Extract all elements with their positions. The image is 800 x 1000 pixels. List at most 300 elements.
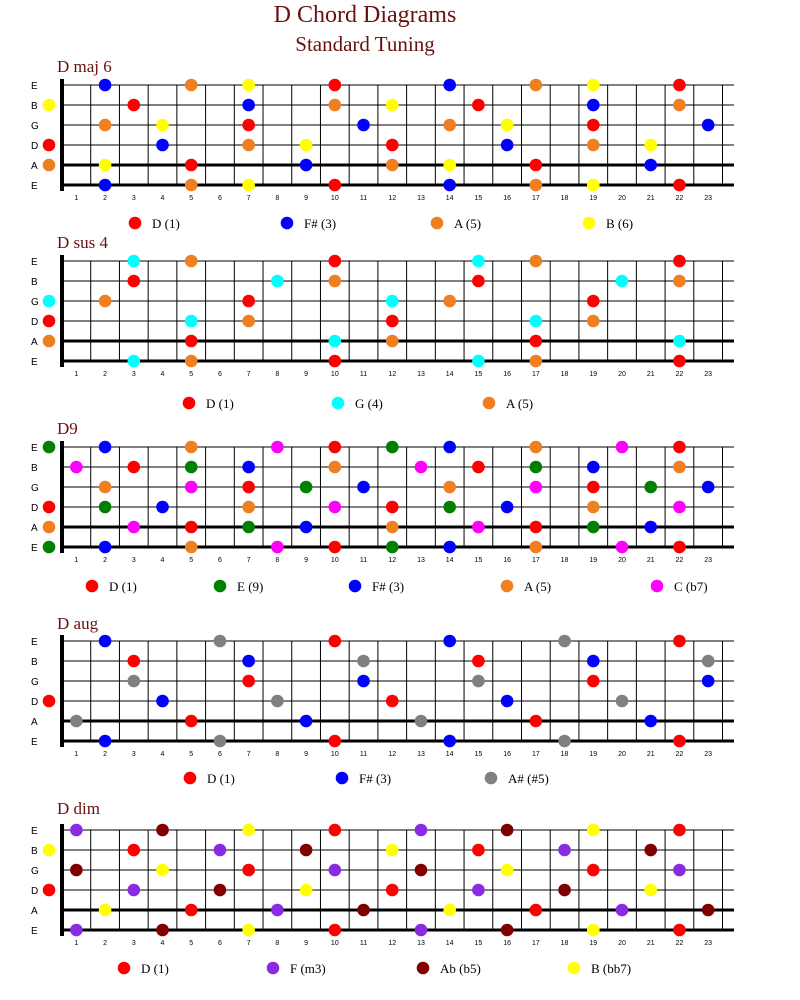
note-dot-gray [127, 675, 140, 688]
legend-label: F# (3) [304, 216, 337, 231]
legend-dot [184, 772, 197, 785]
note-dot-magenta [673, 501, 686, 514]
note-dot-blue [99, 441, 112, 454]
note-dot-yellow [386, 99, 399, 112]
note-dot-blue [357, 119, 370, 132]
note-dot-magenta [185, 481, 198, 494]
note-dot-yellow [99, 904, 112, 917]
note-dot-magenta [472, 521, 485, 534]
fret-number: 18 [560, 751, 569, 758]
note-dot-purple [271, 904, 284, 917]
fret-number: 19 [589, 940, 598, 947]
string-label: D [31, 503, 39, 514]
fret-number: 5 [189, 371, 194, 378]
page-title: D Chord Diagrams [273, 2, 457, 28]
note-dot-purple [329, 864, 342, 877]
note-dot-red [673, 635, 686, 648]
note-dot-blue [587, 655, 600, 668]
string-label: D [31, 886, 39, 897]
fret-number: 19 [589, 557, 598, 564]
note-dot-orange [43, 159, 56, 172]
note-dot-red [530, 521, 543, 534]
fret-number: 15 [474, 195, 483, 202]
note-dot-blue [99, 635, 112, 648]
note-dot-gray [415, 715, 428, 728]
note-dot-yellow [242, 924, 255, 937]
note-dot-orange [329, 99, 342, 112]
legend-label: D (1) [207, 771, 235, 786]
note-dot-maroon [357, 904, 370, 917]
note-dot-yellow [644, 139, 657, 152]
note-dot-red [329, 441, 342, 454]
fret-number: 12 [388, 940, 397, 947]
fret-number: 17 [531, 940, 540, 947]
note-dot-blue [156, 501, 169, 514]
fret-number: 20 [618, 371, 626, 378]
fret-number: 21 [646, 371, 655, 378]
string-label: E [31, 926, 38, 937]
note-dot-gray [702, 655, 715, 668]
fret-number: 2 [103, 557, 108, 564]
string-label: G [31, 297, 39, 308]
note-dot-orange [242, 139, 255, 152]
fret-number: 4 [160, 371, 165, 378]
string-label: G [31, 677, 39, 688]
note-dot-yellow [587, 824, 600, 837]
note-dot-red [127, 461, 140, 474]
note-dot-gray [271, 695, 284, 708]
fret-number: 19 [589, 371, 598, 378]
legend-dot [485, 772, 498, 785]
note-dot-magenta [271, 441, 284, 454]
note-dot-orange [185, 441, 198, 454]
fret-number: 22 [675, 557, 684, 564]
note-dot-yellow [156, 864, 169, 877]
fret-number: 22 [675, 751, 684, 758]
fret-number: 14 [445, 940, 454, 947]
fret-number: 3 [131, 371, 136, 378]
note-dot-purple [415, 824, 428, 837]
fret-number: 17 [531, 195, 540, 202]
note-dot-red [587, 481, 600, 494]
note-dot-red [386, 884, 399, 897]
fret-number: 1 [74, 195, 79, 202]
legend-dot [281, 217, 294, 230]
fret-number: 13 [417, 371, 425, 378]
note-dot-orange [329, 275, 342, 288]
note-dot-orange [673, 275, 686, 288]
legend-label: A (5) [506, 396, 534, 411]
fret-number: 16 [503, 751, 512, 758]
note-dot-orange [185, 541, 198, 554]
legend-dot [417, 962, 430, 975]
fret-number: 20 [618, 751, 626, 758]
fret-number: 3 [131, 195, 136, 202]
fret-number: 6 [217, 371, 222, 378]
fret-number: 3 [131, 557, 136, 564]
note-dot-green [587, 521, 600, 534]
note-dot-orange [386, 335, 399, 348]
note-dot-cyan [472, 355, 485, 368]
note-dot-orange [329, 461, 342, 474]
diagram-ddim [31, 799, 734, 976]
fret-number: 9 [304, 940, 309, 947]
legend-label: B (6) [606, 216, 634, 231]
note-dot-purple [616, 904, 629, 917]
fret-number: 23 [704, 940, 713, 947]
note-dot-red [43, 501, 56, 514]
note-dot-orange [43, 335, 56, 348]
note-dot-orange [443, 295, 456, 308]
note-dot-red [43, 695, 56, 708]
note-dot-maroon [644, 844, 657, 857]
legend-label: F (m3) [290, 961, 326, 976]
note-dot-red [242, 675, 255, 688]
note-dot-red [329, 824, 342, 837]
fret-number: 4 [160, 557, 165, 564]
note-dot-red [242, 295, 255, 308]
note-dot-blue [501, 695, 514, 708]
diagram-dsus4 [31, 233, 734, 411]
string-label: E [31, 543, 38, 554]
note-dot-red [386, 501, 399, 514]
note-dot-magenta [329, 501, 342, 514]
diagram-dmaj6 [31, 57, 734, 231]
fret-number: 18 [560, 371, 569, 378]
string-label: E [31, 81, 38, 92]
fret-number: 3 [131, 751, 136, 758]
string-label: A [31, 523, 38, 534]
note-dot-red [673, 924, 686, 937]
note-dot-maroon [300, 844, 313, 857]
note-dot-blue [99, 179, 112, 192]
note-dot-gray [70, 715, 83, 728]
note-dot-orange [530, 541, 543, 554]
string-label: E [31, 443, 38, 454]
legend-dot [483, 397, 496, 410]
note-dot-yellow [242, 179, 255, 192]
note-dot-red [386, 139, 399, 152]
fret-number: 11 [359, 371, 368, 378]
string-label: A [31, 906, 38, 917]
note-dot-maroon [501, 824, 514, 837]
note-dot-purple [70, 924, 83, 937]
note-dot-gray [214, 735, 227, 748]
note-dot-red [329, 735, 342, 748]
note-dot-red [587, 864, 600, 877]
note-dot-blue [357, 675, 370, 688]
fret-number: 8 [275, 751, 280, 758]
note-dot-magenta [127, 521, 140, 534]
fret-number: 13 [417, 195, 425, 202]
string-label: A [31, 161, 38, 172]
legend-label: F# (3) [359, 771, 392, 786]
legend-label: A (5) [524, 579, 552, 594]
fret-number: 11 [359, 557, 368, 564]
legend-dot [431, 217, 444, 230]
fret-number: 6 [217, 557, 222, 564]
note-dot-orange [185, 355, 198, 368]
fret-number: 19 [589, 751, 598, 758]
note-dot-yellow [644, 884, 657, 897]
note-dot-green [242, 521, 255, 534]
fret-number: 6 [217, 940, 222, 947]
fret-number: 22 [675, 371, 684, 378]
note-dot-blue [702, 675, 715, 688]
note-dot-magenta [616, 441, 629, 454]
fret-number: 23 [704, 557, 713, 564]
fret-number: 2 [103, 940, 108, 947]
note-dot-red [472, 99, 485, 112]
fret-number: 2 [103, 371, 108, 378]
note-dot-orange [530, 255, 543, 268]
note-dot-cyan [127, 255, 140, 268]
fret-number: 15 [474, 557, 483, 564]
fret-number: 8 [275, 940, 280, 947]
fret-number: 21 [646, 940, 655, 947]
fret-number: 23 [704, 195, 713, 202]
note-dot-red [185, 521, 198, 534]
note-dot-orange [99, 295, 112, 308]
note-dot-yellow [156, 119, 169, 132]
note-dot-blue [644, 715, 657, 728]
note-dot-magenta [530, 481, 543, 494]
note-dot-red [673, 541, 686, 554]
note-dot-gray [214, 635, 227, 648]
note-dot-yellow [242, 824, 255, 837]
fret-number: 22 [675, 195, 684, 202]
note-dot-orange [185, 179, 198, 192]
diagram-title: D sus 4 [57, 233, 109, 252]
note-dot-blue [501, 139, 514, 152]
note-dot-yellow [43, 99, 56, 112]
fret-number: 7 [246, 195, 251, 202]
note-dot-orange [443, 481, 456, 494]
fret-number: 11 [359, 751, 368, 758]
legend-dot [568, 962, 581, 975]
note-dot-blue [300, 159, 313, 172]
note-dot-blue [99, 541, 112, 554]
note-dot-red [127, 275, 140, 288]
note-dot-red [127, 844, 140, 857]
diagram-title: D maj 6 [57, 57, 112, 76]
diagram-d9 [31, 419, 734, 594]
note-dot-orange [530, 355, 543, 368]
note-dot-blue [587, 99, 600, 112]
note-dot-yellow [587, 179, 600, 192]
note-dot-red [472, 275, 485, 288]
string-label: D [31, 697, 39, 708]
fret-number: 5 [189, 557, 194, 564]
note-dot-blue [443, 735, 456, 748]
note-dot-purple [214, 844, 227, 857]
note-dot-red [127, 99, 140, 112]
note-dot-blue [99, 735, 112, 748]
fret-number: 7 [246, 557, 251, 564]
note-dot-blue [644, 159, 657, 172]
legend-label: G (4) [355, 396, 383, 411]
note-dot-red [530, 159, 543, 172]
legend-dot [651, 580, 664, 593]
legend-label: D (1) [206, 396, 234, 411]
string-label: B [31, 463, 38, 474]
note-dot-orange [386, 159, 399, 172]
fret-number: 16 [503, 195, 512, 202]
note-dot-cyan [127, 355, 140, 368]
note-dot-blue [300, 521, 313, 534]
fret-number: 21 [646, 195, 655, 202]
note-dot-red [530, 715, 543, 728]
note-dot-red [587, 675, 600, 688]
note-dot-yellow [99, 159, 112, 172]
note-dot-red [329, 355, 342, 368]
note-dot-cyan [329, 335, 342, 348]
note-dot-blue [300, 715, 313, 728]
legend-dot [332, 397, 345, 410]
legend-label: A (5) [454, 216, 482, 231]
note-dot-maroon [70, 864, 83, 877]
note-dot-blue [644, 521, 657, 534]
note-dot-yellow [300, 884, 313, 897]
note-dot-red [242, 481, 255, 494]
note-dot-red [242, 119, 255, 132]
note-dot-orange [99, 119, 112, 132]
note-dot-green [443, 501, 456, 514]
note-dot-cyan [673, 335, 686, 348]
note-dot-blue [242, 461, 255, 474]
fret-number: 21 [646, 557, 655, 564]
note-dot-gray [616, 695, 629, 708]
fret-number: 16 [503, 940, 512, 947]
note-dot-green [99, 501, 112, 514]
note-dot-maroon [214, 884, 227, 897]
fret-number: 13 [417, 940, 425, 947]
note-dot-cyan [43, 295, 56, 308]
fret-number: 17 [531, 371, 540, 378]
note-dot-red [530, 335, 543, 348]
fret-number: 2 [103, 195, 108, 202]
diagram-title: D aug [57, 614, 99, 633]
note-dot-orange [443, 119, 456, 132]
note-dot-orange [185, 79, 198, 92]
legend-label: B (bb7) [591, 961, 632, 976]
note-dot-red [329, 924, 342, 937]
fret-number: 8 [275, 371, 280, 378]
note-dot-yellow [501, 119, 514, 132]
fret-number: 5 [189, 940, 194, 947]
string-label: B [31, 101, 38, 112]
fret-number: 15 [474, 751, 483, 758]
note-dot-purple [558, 844, 571, 857]
fret-number: 12 [388, 557, 397, 564]
fret-number: 14 [445, 751, 454, 758]
note-dot-red [673, 179, 686, 192]
legend-label: C (b7) [674, 579, 708, 594]
legend-dot [336, 772, 349, 785]
note-dot-red [673, 355, 686, 368]
fret-number: 10 [330, 195, 339, 202]
fret-number: 17 [531, 557, 540, 564]
string-label: B [31, 846, 38, 857]
fret-number: 12 [388, 751, 397, 758]
note-dot-orange [43, 521, 56, 534]
string-label: E [31, 637, 38, 648]
note-dot-orange [530, 79, 543, 92]
fret-number: 5 [189, 751, 194, 758]
legend-dot [183, 397, 196, 410]
fret-number: 12 [388, 371, 397, 378]
fret-number: 9 [304, 195, 309, 202]
fret-number: 8 [275, 557, 280, 564]
fret-number: 16 [503, 557, 512, 564]
note-dot-cyan [185, 315, 198, 328]
diagram-title: D dim [57, 799, 100, 818]
note-dot-orange [242, 315, 255, 328]
note-dot-orange [386, 521, 399, 534]
fret-number: 1 [74, 940, 79, 947]
fret-number: 10 [330, 751, 339, 758]
note-dot-red [185, 335, 198, 348]
fret-number: 15 [474, 371, 483, 378]
fret-number: 7 [246, 940, 251, 947]
legend-label: A# (#5) [508, 771, 549, 786]
note-dot-green [386, 441, 399, 454]
note-dot-purple [70, 824, 83, 837]
string-label: E [31, 181, 38, 192]
note-dot-gray [472, 675, 485, 688]
legend-dot [118, 962, 131, 975]
note-dot-blue [99, 79, 112, 92]
note-dot-red [386, 315, 399, 328]
note-dot-orange [530, 179, 543, 192]
string-label: A [31, 337, 38, 348]
note-dot-cyan [386, 295, 399, 308]
fret-number: 20 [618, 195, 626, 202]
note-dot-orange [530, 441, 543, 454]
legend-dot [214, 580, 227, 593]
legend-label: D (1) [152, 216, 180, 231]
fret-number: 1 [74, 751, 79, 758]
note-dot-blue [443, 541, 456, 554]
note-dot-red [242, 864, 255, 877]
string-label: E [31, 737, 38, 748]
legend-label: F# (3) [372, 579, 405, 594]
string-label: B [31, 657, 38, 668]
fret-number: 6 [217, 195, 222, 202]
note-dot-purple [673, 864, 686, 877]
fret-number: 21 [646, 751, 655, 758]
note-dot-blue [242, 99, 255, 112]
fret-number: 23 [704, 751, 713, 758]
fret-number: 15 [474, 940, 483, 947]
note-dot-magenta [415, 461, 428, 474]
note-dot-maroon [156, 924, 169, 937]
note-dot-green [386, 541, 399, 554]
note-dot-red [587, 119, 600, 132]
note-dot-red [673, 735, 686, 748]
note-dot-red [673, 824, 686, 837]
legend-dot [129, 217, 142, 230]
note-dot-orange [673, 99, 686, 112]
legend-dot [349, 580, 362, 593]
note-dot-red [329, 255, 342, 268]
fret-number: 19 [589, 195, 598, 202]
note-dot-maroon [415, 864, 428, 877]
fret-number: 11 [359, 195, 368, 202]
note-dot-red [673, 441, 686, 454]
fret-number: 14 [445, 371, 454, 378]
note-dot-maroon [156, 824, 169, 837]
